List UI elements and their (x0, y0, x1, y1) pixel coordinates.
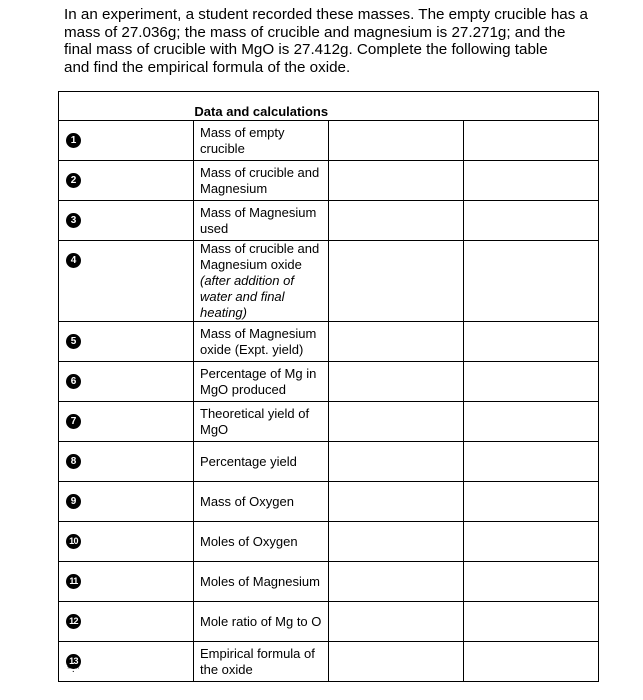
row-number-cell (59, 602, 194, 642)
table-caption-spacer (464, 92, 599, 121)
extra-cell (464, 121, 599, 161)
row-number-badge: 7 (66, 414, 81, 429)
row-label: Empirical formula of the oxide (200, 645, 315, 677)
row-label: Mass of Magnesium oxide (Expt. yield) (200, 325, 317, 357)
row-number-badge: 5 (66, 334, 81, 349)
table-row (59, 201, 599, 241)
row-label: Mass of empty crucible (200, 124, 285, 156)
row-label-note: (after addition of water and final heating) (200, 273, 294, 320)
row-label-cell (194, 562, 329, 602)
table-body (59, 121, 599, 682)
row-label: Moles of Magnesium (200, 573, 320, 589)
problem-line: mass of 27.036g; the mass of crucible and magnesium is 27.271g; and the (64, 23, 566, 41)
row-label-cell (194, 322, 329, 362)
extra-cell (464, 482, 599, 522)
row-number-badge: 12 (66, 614, 81, 629)
table-row (59, 442, 599, 482)
row-label-cell (194, 602, 329, 642)
table-row (59, 642, 599, 682)
table-row (59, 402, 599, 442)
row-label: Percentage of Mg in MgO produced (200, 365, 317, 397)
extra-cell (464, 442, 599, 482)
answer-cell[interactable] (329, 522, 464, 562)
row-label-cell (194, 121, 329, 161)
row-label-cell (194, 161, 329, 201)
table-row (59, 241, 599, 322)
extra-cell (464, 201, 599, 241)
row-number-badge: 4 (66, 253, 81, 268)
row-number-badge: 1 (66, 133, 81, 148)
row-number-badge: 3 (66, 213, 81, 228)
answer-cell[interactable] (329, 121, 464, 161)
problem-line: and find the empirical formula of the oxide. (64, 58, 351, 76)
row-label-cell (194, 241, 329, 322)
extra-cell (464, 562, 599, 602)
table-row (59, 602, 599, 642)
row-number-cell (59, 241, 194, 322)
answer-cell[interactable] (329, 161, 464, 201)
problem-statement (64, 6, 624, 76)
answer-cell[interactable] (329, 322, 464, 362)
table-header-row (59, 92, 599, 121)
row-label-cell (194, 522, 329, 562)
row-number-cell (59, 642, 194, 682)
row-number-cell (59, 121, 194, 161)
row-label-cell (194, 201, 329, 241)
table-row (59, 562, 599, 602)
table-row (59, 362, 599, 402)
extra-cell (464, 241, 599, 322)
answer-cell[interactable] (329, 362, 464, 402)
answer-cell[interactable] (329, 201, 464, 241)
answer-cell[interactable] (329, 602, 464, 642)
row-label: Mass of crucible and Magnesium oxide (200, 241, 320, 272)
row-number-cell (59, 201, 194, 241)
row-number-cell (59, 322, 194, 362)
row-label: Mass of crucible and Magnesium (200, 164, 320, 196)
row-label: Moles of Oxygen (200, 533, 298, 549)
row-number-cell (59, 562, 194, 602)
row-number-badge: 13 (66, 654, 81, 669)
data-table (58, 91, 599, 682)
row-number-cell (59, 442, 194, 482)
extra-cell (464, 402, 599, 442)
row-number-cell (59, 362, 194, 402)
row-number-badge: 9 (66, 494, 81, 509)
answer-cell[interactable] (329, 402, 464, 442)
table-row (59, 121, 599, 161)
row-label-cell (194, 442, 329, 482)
table-row (59, 161, 599, 201)
extra-cell (464, 161, 599, 201)
extra-cell (464, 602, 599, 642)
extra-cell (464, 322, 599, 362)
extra-cell (464, 362, 599, 402)
row-number-cell (59, 402, 194, 442)
footer-mark: *.* (67, 664, 81, 675)
row-number-cell (59, 522, 194, 562)
row-number-badge: 11 (66, 574, 81, 589)
row-label-cell (194, 642, 329, 682)
answer-cell[interactable] (329, 482, 464, 522)
answer-cell[interactable] (329, 241, 464, 322)
row-number-badge: 2 (66, 173, 81, 188)
table-row (59, 322, 599, 362)
table-row (59, 482, 599, 522)
answer-cell[interactable] (329, 642, 464, 682)
table-caption: Data and calculations (59, 92, 464, 121)
row-label: Percentage yield (200, 453, 297, 469)
row-number-badge: 10 (66, 534, 81, 549)
row-number-cell (59, 161, 194, 201)
answer-cell[interactable] (329, 442, 464, 482)
extra-cell (464, 522, 599, 562)
row-label-cell (194, 482, 329, 522)
extra-cell (464, 642, 599, 682)
row-number-badge: 8 (66, 454, 81, 469)
problem-line: In an experiment, a student recorded these masses. The empty crucible has a (64, 6, 588, 23)
row-label-cell (194, 402, 329, 442)
row-label: Mole ratio of Mg to O (200, 613, 322, 629)
table-row (59, 522, 599, 562)
problem-line: final mass of crucible with MgO is 27.412g. Complete the following table (64, 41, 548, 58)
row-label: Mass of Oxygen (200, 493, 294, 509)
row-label: Theoretical yield of MgO (200, 405, 310, 437)
row-number-cell (59, 482, 194, 522)
row-label: Mass of Magnesium used (200, 204, 317, 236)
answer-cell[interactable] (329, 562, 464, 602)
row-number-badge: 6 (66, 374, 81, 389)
row-label-cell (194, 362, 329, 402)
